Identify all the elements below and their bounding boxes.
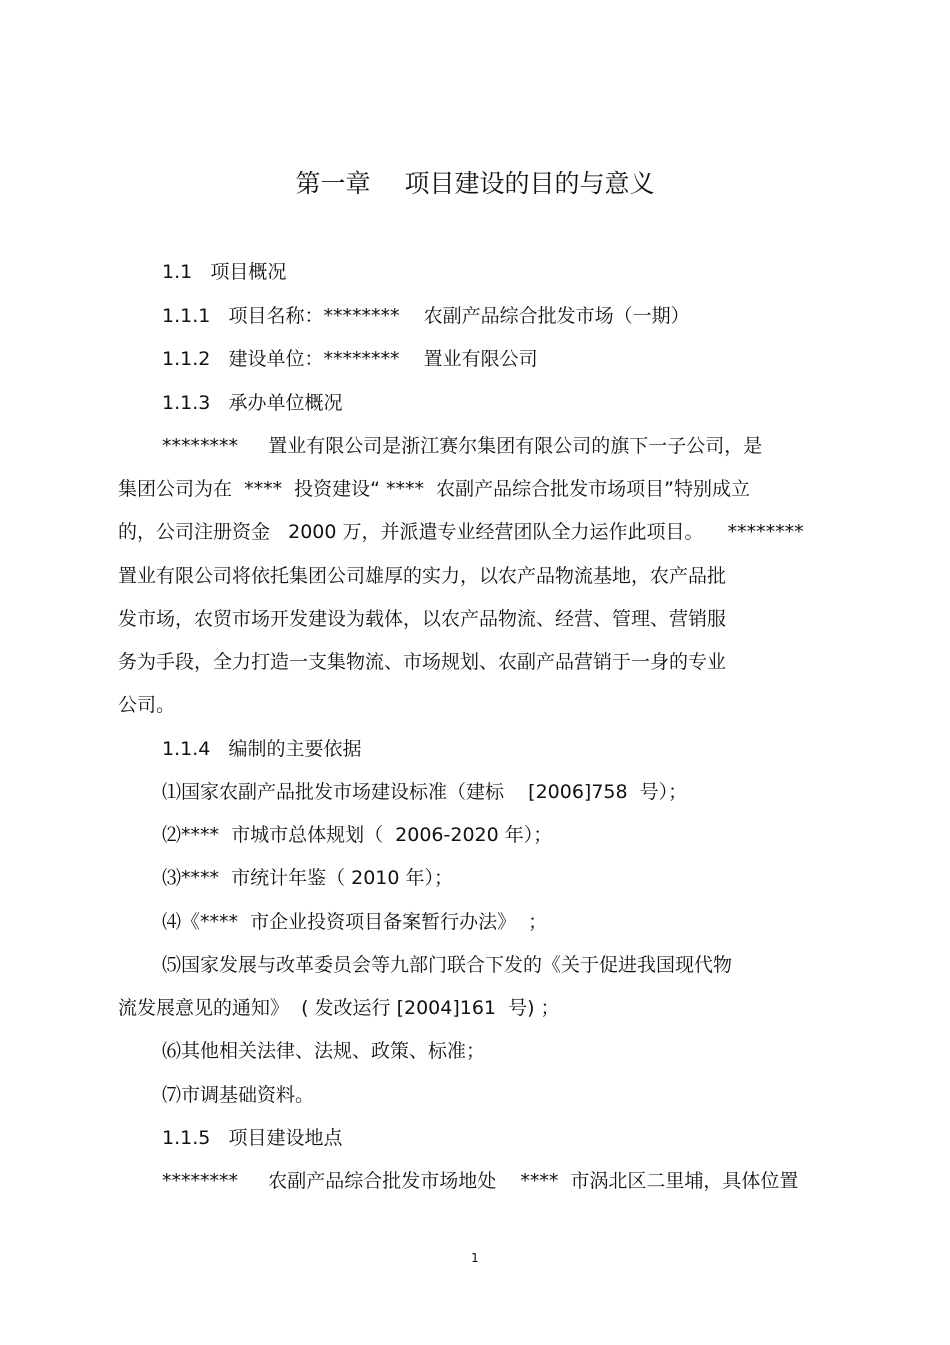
heading-1-1: 1.1 项目概况 [162, 261, 287, 283]
basis-item-2: ⑵**** 市城市总体规划（ 2006-2020 年）； [162, 824, 553, 846]
basis-item-5: ⑸国家发展与改革委员会等九部门联合下发的《关于促进我国现代物 [162, 954, 733, 976]
paragraph-line: ******** 置业有限公司是浙江赛尔集团有限公司的旗下一子公司，是 [162, 435, 763, 457]
heading-1-1-1: 1.1.1 项目名称：******** 农副产品综合批发市场（一期） [162, 305, 690, 327]
basis-item-3: ⑶**** 市统计年鉴（ 2010 年）； [162, 867, 454, 889]
chapter-name: 项目建设的目的与意义 [404, 169, 655, 198]
paragraph-line: 公司。 [118, 694, 176, 716]
chapter-title [0, 166, 950, 202]
paragraph-line: 集团公司为在 **** 投资建设“ **** 农副产品综合批发市场项目”特别成立 [118, 478, 750, 500]
paragraph-line: 的，公司注册资金 2000 万，并派遣专业经营团队全力运作此项目。 ******** [118, 521, 804, 543]
basis-item-5-cont: 流发展意见的通知》 ( 发改运行 [2004]161 号) ； [118, 997, 560, 1019]
basis-item-4: ⑷《**** 市企业投资项目备案暂行办法》 ； [162, 911, 548, 933]
paragraph-line: ******** 农副产品综合批发市场地处 **** 市涡北区二里埔，具体位置 [162, 1170, 799, 1192]
basis-item-1: ⑴国家农副产品批发市场建设标准（建标 [2006]758 号）； [162, 781, 688, 803]
chapter-number: 第一章 [295, 169, 371, 198]
paragraph-line: 置业有限公司将依托集团公司雄厚的实力，以农产品物流基地，农产品批 [118, 565, 727, 587]
heading-1-1-3: 1.1.3 承办单位概况 [162, 392, 343, 414]
page-number: 1 [471, 1251, 479, 1265]
heading-1-1-5: 1.1.5 项目建设地点 [162, 1127, 343, 1149]
heading-1-1-4: 1.1.4 编制的主要依据 [162, 738, 362, 760]
heading-1-1-2: 1.1.2 建设单位：******** 置业有限公司 [162, 348, 538, 370]
basis-item-6: ⑹其他相关法律、法规、政策、标准； [162, 1040, 486, 1062]
paragraph-line: 务为手段，全力打造一支集物流、市场规划、农副产品营销于一身的专业 [118, 651, 727, 673]
basis-item-7: ⑺市调基础资料。 [162, 1084, 315, 1106]
paragraph-line: 发市场，农贸市场开发建设为载体，以农产品物流、经营、管理、营销服 [118, 608, 727, 630]
